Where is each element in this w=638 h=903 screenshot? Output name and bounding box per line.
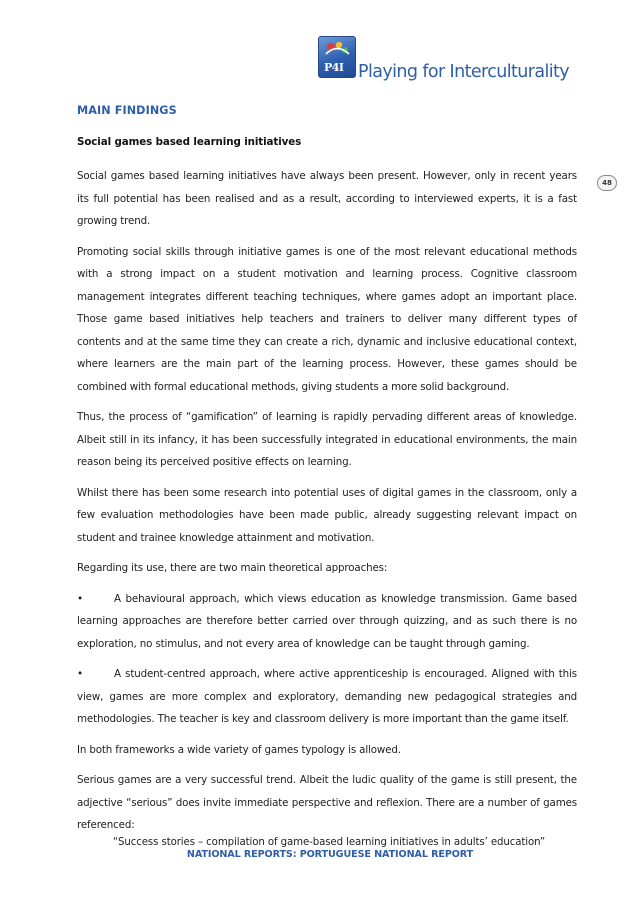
paragraph: Regarding its use, there are two main theoretical approaches: xyxy=(77,562,388,574)
header-title: Playing for Interculturality xyxy=(358,62,570,82)
paragraph: Promoting social skills through initiative games is one of the most relevant educational methods with a strong impact on a student motivation and learning process. Cognitive classroom management integrates different teaching techniques, where games adopt an important place. Those game based initiatives help teachers and trainers to deliver many different types of contents and at the same time they can create a rich, dynamic and inclusive educational context, where learners are the main part of the learning process. However, these games should be combined with formal educational methods, giving students a more solid background. xyxy=(77,245,577,393)
bullet-item xyxy=(77,663,577,731)
paragraph: Thus, the process of “gamification” of learning is rapidly pervading different areas of knowledge. Albeit still in its infancy, it has been successfully integrated in educational environments, the main reason being its perceived positive effects on learning. xyxy=(77,411,577,468)
bullet-marker: • xyxy=(77,668,83,680)
bullet-text: A behavioural approach, which views education as knowledge transmission. Game based learning approaches are therefore better carried over through quizzing, and as such there is no exploration, no stimulus, and not every area of knowledge can be taught through gaming. xyxy=(77,592,577,650)
bullet-text: A student-centred approach, where active apprenticeship is encouraged. Aligned with this view, games are more complex and exploratory, demanding new pedagogical strategies and methodologies. The teacher is key and classroom delivery is more important than the game itself. xyxy=(77,668,577,725)
document-footer xyxy=(0,837,638,860)
footer-publication-title: “Success stories – compilation of game-based learning initiatives in adults’ education” xyxy=(112,837,546,848)
page-number-badge: 48 xyxy=(597,175,617,191)
logo-mark-text: P4I xyxy=(324,61,344,74)
paragraph: Social games based learning initiatives have always been present. However, only in recent years its full potential has been realised and as a result, according to interviewed experts, it is a fast growing trend. xyxy=(77,170,577,227)
bullet-marker: • xyxy=(77,592,83,605)
footer-report-title: NATIONAL REPORTS: PORTUGUESE NATIONAL REPORT xyxy=(186,849,474,860)
p4i-logo xyxy=(318,36,356,78)
paragraph: Whilst there has been some research into potential uses of digital games in the classroom, only a few evaluation methodologies have been made public, already suggesting relevant impact on student and trainee knowledge attainment and motivation. xyxy=(77,486,577,544)
subheading: Social games based learning initiatives xyxy=(77,136,302,148)
document-header xyxy=(318,30,580,96)
section-title: MAIN FINDINGS xyxy=(77,104,177,117)
logo-swirl-icon xyxy=(322,39,352,61)
paragraph: In both frameworks a wide variety of games typology is allowed. xyxy=(77,743,401,756)
paragraph: Serious games are a very successful trend. Albeit the ludic quality of the game is still present, the adjective “serious” does invite immediate perspective and reflexion. There are a number of games referenced: xyxy=(77,774,577,831)
main-content xyxy=(77,104,577,845)
bullet-item xyxy=(77,588,577,656)
